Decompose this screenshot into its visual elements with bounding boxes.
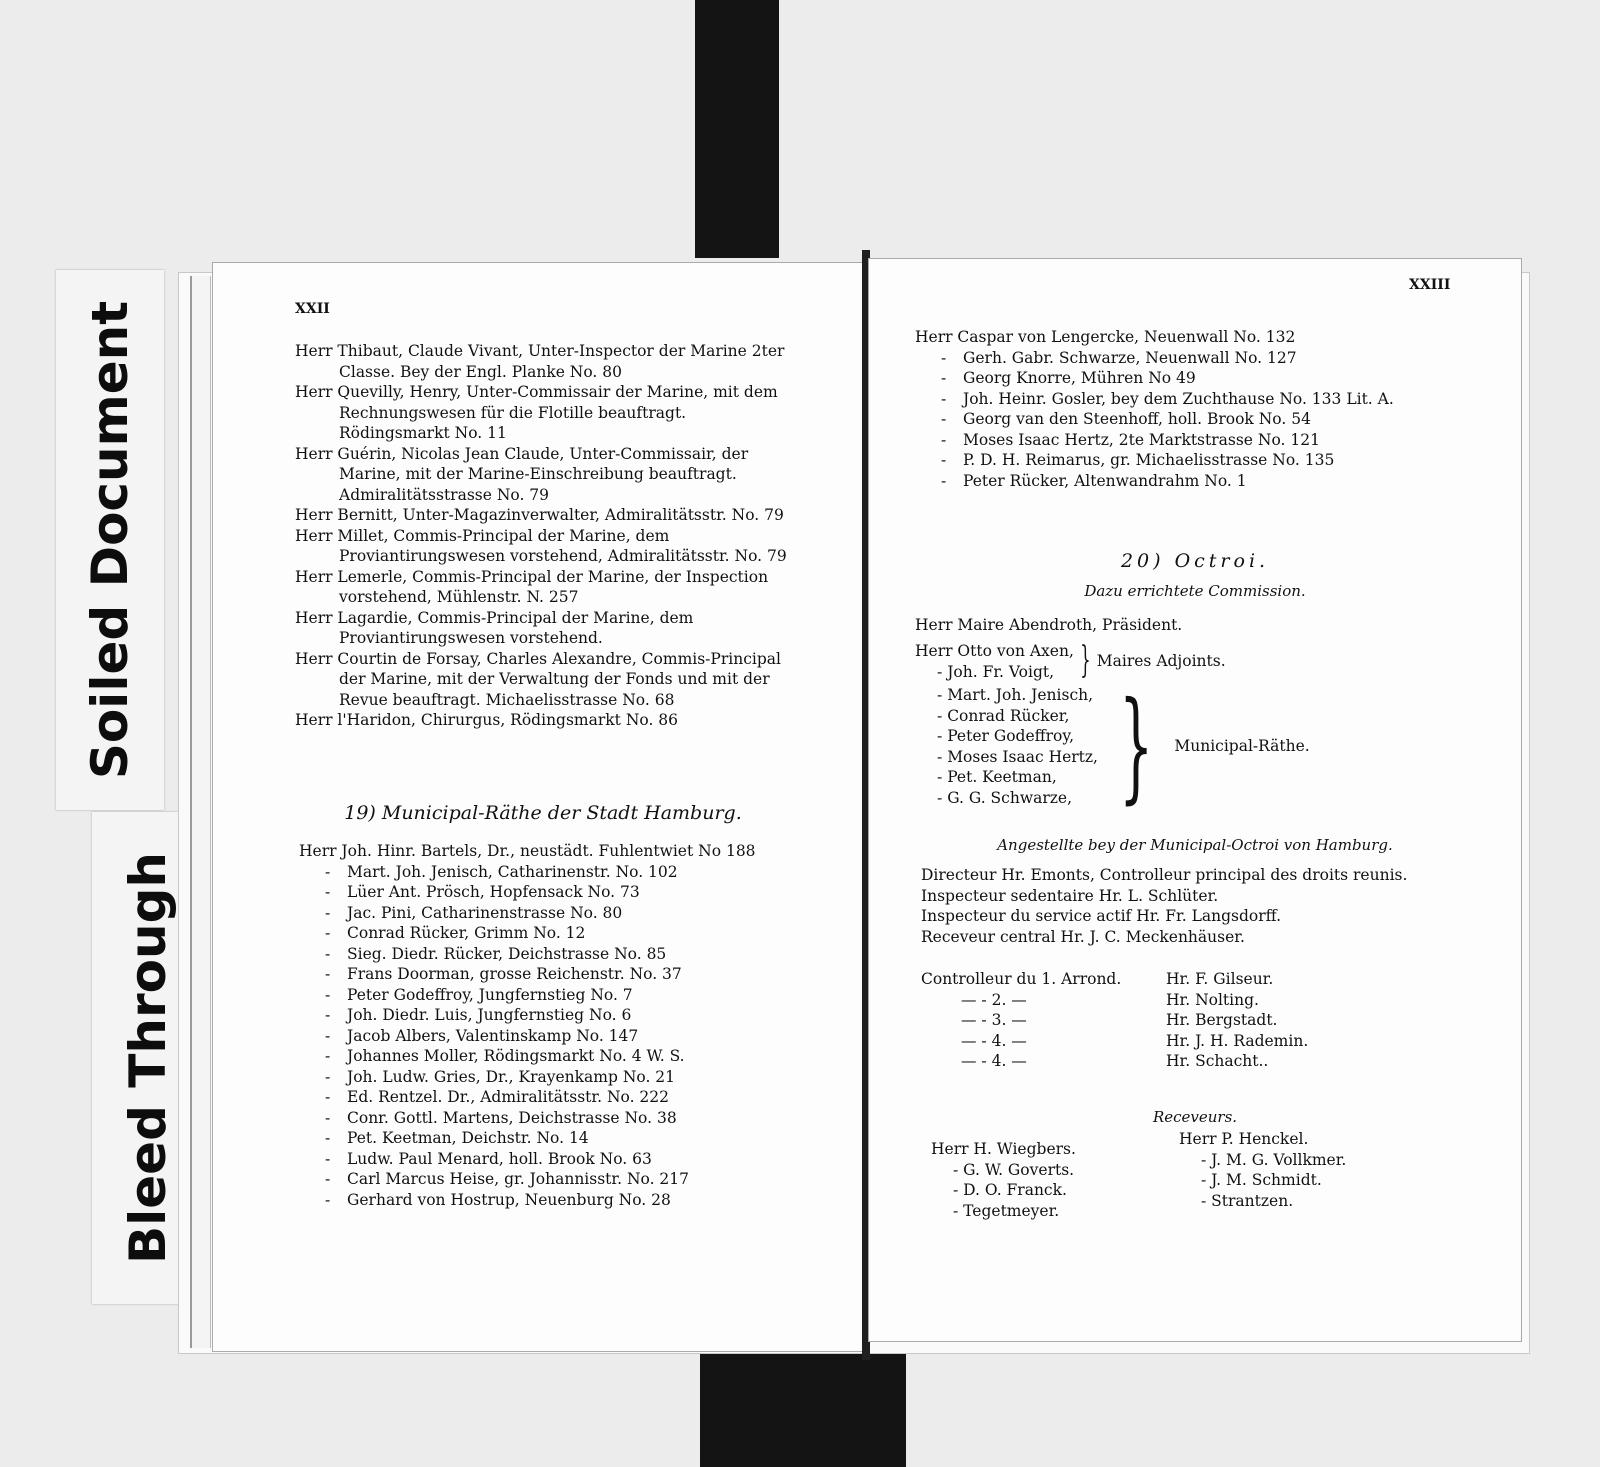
controlleur-row: — - 2. — Hr. Nolting. (961, 990, 1259, 1009)
adjoint-name: Herr Otto von Axen, (915, 642, 1074, 660)
member-entry: - Jacob Albers, Valentinskamp No. 147 (325, 1026, 639, 1045)
raethe-name: Peter Godeffroy, (947, 727, 1075, 745)
raethe-name: Conrad Rücker, (947, 706, 1070, 725)
receveur-entry: - Strantzen. (1201, 1191, 1294, 1210)
ditto-dash: - (941, 451, 947, 469)
municipal-members-continued (915, 327, 1475, 491)
ditto-dash: - (325, 1088, 331, 1106)
member-entry: - Ed. Rentzel. Dr., Admiralitätsstr. No. 222 (325, 1088, 670, 1106)
ditto-dash: - (325, 903, 331, 922)
ditto-dash: - (325, 924, 331, 942)
raethe-name: Mart. Joh. Jenisch, (947, 686, 1094, 704)
member-entry: - Mart. Joh. Jenisch, Catharinenstr. No. 102 (325, 862, 678, 881)
ditto-dash: - (941, 410, 947, 428)
member-entry: - Ludw. Paul Menard, holl. Brook No. 63 (325, 1149, 652, 1168)
ditto-dash: - (325, 1006, 331, 1024)
official-entry: Herr Thibaut, Claude Vivant, Unter-Inspector der Marine 2ter Classe. Bey der Engl. Planke No. 80 (295, 342, 785, 381)
controlleurs-table (921, 969, 1308, 1072)
member-entry: - Peter Godeffroy, Jungfernstieg No. 7 (325, 985, 633, 1004)
member-entry: - Frans Doorman, grosse Reichenstr. No. 37 (325, 965, 682, 983)
marine-officials-list (295, 341, 791, 731)
ditto-dash: - (325, 944, 331, 963)
brace-icon: } (1080, 639, 1091, 681)
binding-strap-top (695, 0, 779, 258)
member-entry: - Conr. Gottl. Martens, Deichstrasse No. 38 (325, 1108, 677, 1127)
official-entry: Herr Bernitt, Unter-Magazinverwalter, Admiralitätsstr. No. 79 (295, 506, 784, 524)
raethe-label: Municipal-Räthe. (1174, 737, 1310, 756)
ditto-dash: - (325, 862, 331, 881)
president-line: Herr Maire Abendroth, Präsident. (915, 616, 1183, 634)
ditto-dash: - (941, 471, 947, 490)
employees-heading: Angestellte bey der Municipal-Octroi von Hamburg. (997, 836, 1393, 854)
official-entry: Herr Quevilly, Henry, Unter-Commissair der Marine, mit dem Rechnungswesen für die Flotille beauftragt. Rödingsmarkt No. 11 (295, 383, 778, 442)
official-entry: Herr l'Haridon, Chirurgus, Rödingsmarkt No. 86 (295, 711, 679, 729)
employee-entry: Inspecteur sedentaire Hr. L. Schlüter. (921, 886, 1219, 905)
employee-entry: Inspecteur du service actif Hr. Fr. Langsdorff. (921, 907, 1282, 925)
ditto-dash: - (325, 985, 331, 1004)
binding-strap-bottom (700, 1345, 906, 1467)
adjoints-label: Maires Adjoints. (1096, 652, 1226, 671)
ditto-dash: - (325, 883, 331, 901)
bleed-through-label: Bleed Through (119, 852, 177, 1264)
raethe-name: G. G. Schwarze, (947, 788, 1073, 807)
member-entry: - Conrad Rücker, Grimm No. 12 (325, 924, 586, 942)
employee-entry: Receveur central Hr. J. C. Meckenhäuser. (921, 927, 1245, 946)
ditto-dash: - (325, 1067, 331, 1086)
ditto-dash: - (937, 788, 943, 807)
receveur-entry: - D. O. Franck. (953, 1181, 1067, 1199)
commission-subheading: Dazu errichtete Commission. (1084, 582, 1306, 600)
ditto-dash: - (937, 768, 943, 786)
raethe-name: Pet. Keetman, (947, 768, 1057, 786)
receveur-entry: - G. W. Goverts. (953, 1160, 1075, 1179)
member-entry: - Joh. Diedr. Luis, Jungfernstieg No. 6 (325, 1006, 632, 1024)
official-entry: Herr Millet, Commis-Principal der Marine, dem Proviantirungswesen vorstehend, Admiralitätsstr. No. 79 (295, 526, 787, 565)
member-entry: - Joh. Ludw. Gries, Dr., Krayenkamp No. 21 (325, 1067, 676, 1086)
section-19-heading: 19) Municipal-Räthe der Stadt Hamburg. (344, 802, 742, 824)
member-entry: - Gerhard von Hostrup, Neuenburg No. 28 (325, 1190, 671, 1209)
receveur-entry: Herr P. Henckel. (1179, 1130, 1309, 1148)
brace-icon: } (1118, 676, 1154, 816)
right-page (868, 258, 1522, 1342)
member-entry: Herr Joh. Hinr. Bartels, Dr., neustädt. Fuhlentwiet No 188 (299, 842, 756, 860)
official-entry: Herr Guérin, Nicolas Jean Claude, Unter-Commissair, der Marine, mit der Marine-Einschreibung beauftragt. Admiralitätsstrasse No. 79 (295, 444, 749, 504)
ditto-dash: - (325, 1149, 331, 1168)
ditto-dash: - (941, 389, 947, 408)
controlleur-row: — - 4. — Hr. J. H. Rademin. (961, 1031, 1309, 1050)
employee-entry: Directeur Hr. Emonts, Controlleur principal des droits reunis. (921, 866, 1408, 884)
ditto-dash: - (937, 747, 943, 766)
controlleur-row: — - 3. — Hr. Bergstadt. (961, 1011, 1278, 1029)
left-page-number: XXII (295, 301, 330, 317)
soiled-document-label-tag (56, 270, 164, 810)
member-entry: - Carl Marcus Heise, gr. Johannisstr. No. 217 (325, 1170, 690, 1188)
right-page-number: XXIII (1409, 277, 1451, 293)
receveurs-right-column (1179, 1129, 1459, 1211)
maires-adjoints-group (915, 641, 1226, 682)
section-20-heading: 20) Octroi. (1120, 550, 1270, 572)
ditto-dash: - (937, 706, 943, 725)
receveurs-left-column (931, 1139, 1191, 1221)
ditto-dash: - (325, 1190, 331, 1209)
receveur-entry: Herr H. Wiegbers. (931, 1140, 1076, 1158)
member-entry: - Lüer Ant. Prösch, Hopfensack No. 73 (325, 883, 640, 901)
raethe-name: Moses Isaac Hertz, (947, 747, 1098, 766)
municipal-raethe-group (937, 676, 1310, 816)
member-entry: - Gerh. Gabr. Schwarze, Neuenwall No. 127 (941, 348, 1297, 367)
receveur-entry: - J. M. G. Vollkmer. (1201, 1150, 1347, 1169)
member-entry: - Pet. Keetman, Deichstr. No. 14 (325, 1129, 589, 1147)
ditto-dash: - (937, 686, 943, 704)
member-entry: - P. D. H. Reimarus, gr. Michaelisstrasse No. 135 (941, 451, 1335, 469)
ditto-dash: - (941, 348, 947, 367)
receveur-entry: - J. M. Schmidt. (1201, 1171, 1322, 1189)
member-entry: - Sieg. Diedr. Rücker, Deichstrasse No. 85 (325, 944, 667, 963)
member-entry: - Georg Knorre, Mühren No 49 (941, 369, 1196, 387)
ditto-dash: - (325, 1047, 331, 1065)
member-entry: - Peter Rücker, Altenwandrahm No. 1 (941, 471, 1247, 490)
official-entry: Herr Courtin de Forsay, Charles Alexandre, Commis-Principal der Marine, mit der Verwaltung der Fonds und mit der Revue beauftragt. Michaelisstrasse No. 68 (295, 649, 781, 709)
ditto-dash: - (941, 369, 947, 387)
ditto-dash: - (325, 1026, 331, 1045)
left-page (212, 262, 864, 1352)
ditto-dash: - (937, 662, 943, 681)
official-entry: Herr Lagardie, Commis-Principal der Marine, dem Proviantirungswesen vorstehend. (295, 608, 694, 647)
member-entry: Herr Caspar von Lengercke, Neuenwall No. 132 (915, 328, 1296, 346)
official-entry: Herr Lemerle, Commis-Principal der Marine, der Inspection vorstehend, Mühlenstr. N. 257 (295, 567, 769, 606)
octroi-employees-list (921, 865, 1477, 947)
ditto-dash: - (937, 727, 943, 745)
page-edges (190, 276, 211, 1348)
ditto-dash: - (325, 1170, 331, 1188)
member-entry: - Jac. Pini, Catharinenstrasse No. 80 (325, 903, 623, 922)
ditto-dash: - (325, 965, 331, 983)
receveur-entry: - Tegetmeyer. (953, 1201, 1060, 1220)
member-entry: - Joh. Heinr. Gosler, bey dem Zuchthause No. 133 Lit. A. (941, 389, 1394, 408)
receveurs-heading: Receveurs. (1152, 1108, 1238, 1126)
controlleur-row: — - 4. — Hr. Schacht.. (961, 1052, 1269, 1070)
member-entry: - Johannes Moller, Rödingsmarkt No. 4 W. S. (325, 1047, 685, 1065)
controlleur-row: Controlleur du 1. Arrond. Hr. F. Gilseur. (921, 970, 1274, 988)
member-entry: - Georg van den Steenhoff, holl. Brook No. 54 (941, 410, 1311, 428)
adjoint-name: Joh. Fr. Voigt, (947, 662, 1055, 681)
ditto-dash: - (325, 1108, 331, 1127)
soiled-document-label: Soiled Document (81, 300, 139, 780)
member-entry: - Moses Isaac Hertz, 2te Marktstrasse No. 121 (941, 430, 1320, 449)
municipal-members-list (299, 841, 795, 1210)
ditto-dash: - (325, 1129, 331, 1147)
ditto-dash: - (941, 430, 947, 449)
